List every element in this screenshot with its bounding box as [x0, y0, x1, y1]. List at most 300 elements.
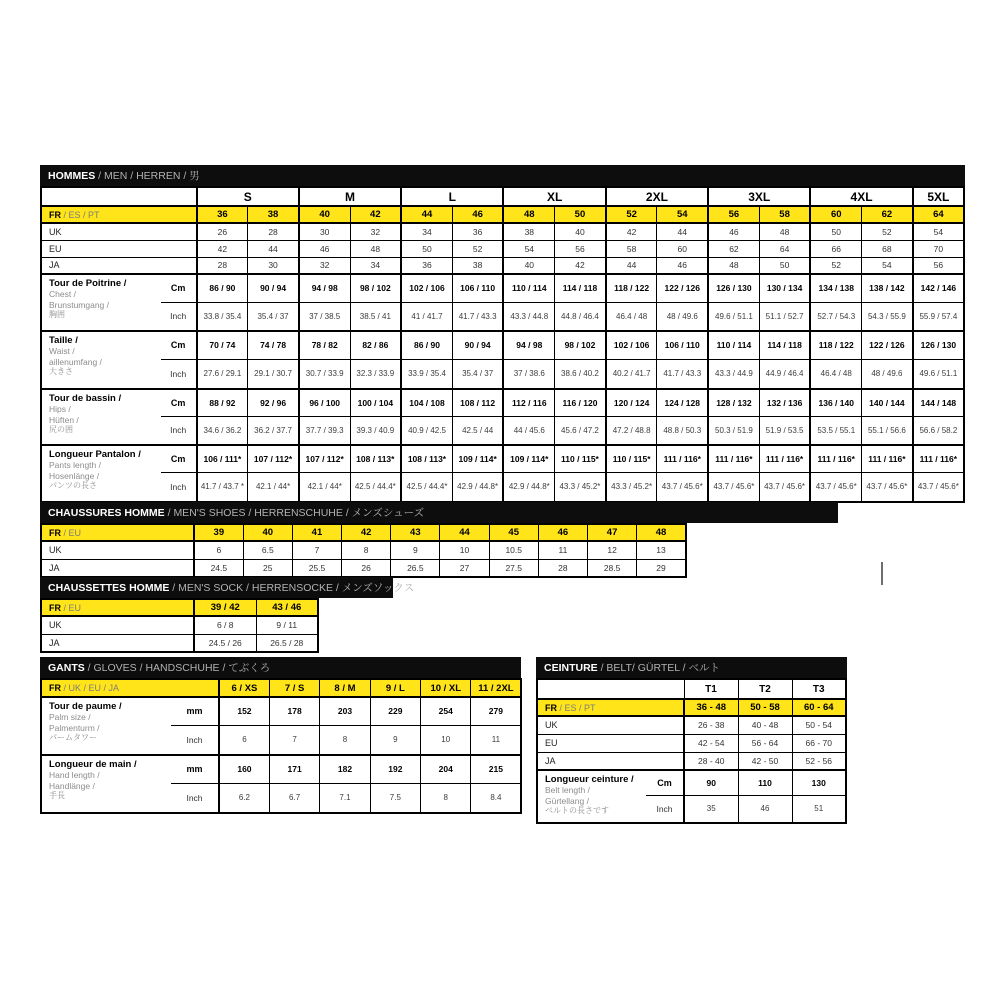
men-section-bar: [40, 165, 965, 186]
unit-label: mm: [171, 697, 219, 725]
size-group-3xl: 3XL: [708, 187, 810, 206]
unit-label: Inch: [646, 795, 684, 823]
men-value: 42.5 / 44: [452, 416, 503, 445]
men-value: 114 / 118: [555, 274, 606, 302]
men-title-translations: / MEN / HERREN / 男: [95, 170, 200, 182]
men-value: 39.3 / 40.9: [350, 416, 401, 445]
shoe-size-value: 39: [194, 524, 243, 541]
men-value: 86 / 90: [197, 274, 248, 302]
glove-value: 171: [269, 755, 319, 783]
uk-sock-value: 6 / 8: [194, 616, 256, 634]
shoe-size-value: 44: [440, 524, 489, 541]
glove-value: 8: [421, 783, 471, 813]
fr-size-value: 42: [350, 206, 401, 223]
uk-shoe-value: 8: [342, 541, 391, 559]
ja-size-value: 30: [248, 257, 299, 274]
men-value: 37.7 / 39.3: [299, 416, 350, 445]
men-value: 35.4 / 37: [248, 302, 299, 331]
socks-title-translations: / MEN'S SOCK / HERRENSOCKE / メンズソックス: [169, 582, 415, 594]
men-value: 55.9 / 57.4: [913, 302, 964, 331]
men-value: 118 / 122: [606, 274, 657, 302]
ja-sock-value: 26.5 / 28: [256, 634, 318, 652]
eu-size-value: 46: [299, 240, 350, 257]
unit-label: Inch: [161, 416, 197, 445]
eu-size-value: 50: [401, 240, 452, 257]
unit-label: Cm: [161, 331, 197, 359]
shoes-title: CHAUSSURES HOMME: [48, 506, 165, 519]
gloves-section-bar: [40, 657, 521, 678]
men-value: 109 / 114*: [452, 445, 503, 472]
men-value: 34.6 / 36.2: [197, 416, 248, 445]
shoes-size-table: [40, 523, 687, 578]
men-value: 42.9 / 44.8*: [503, 472, 554, 502]
men-value: 43.7 / 45.6*: [862, 472, 913, 502]
belt-value: 35: [684, 795, 738, 823]
ja-shoe-value: 25: [243, 559, 292, 577]
glove-measure-label: Longueur de main / Hand length / Handlänge / 手長: [41, 755, 171, 813]
belt-size-header-t1: T1: [684, 679, 738, 699]
sock-size-value: 43 / 46: [256, 599, 318, 616]
shoe-size-value: 45: [489, 524, 538, 541]
men-value: 132 / 136: [759, 389, 810, 416]
belt-size-table: [536, 678, 847, 824]
men-value: 106 / 110: [452, 274, 503, 302]
men-value: 78 / 82: [299, 331, 350, 359]
ja-size-value: 28: [197, 257, 248, 274]
region-label-uk: UK: [41, 541, 194, 559]
glove-value: 9: [370, 725, 420, 755]
uk-size-value: 40: [555, 223, 606, 240]
fr-size-value: 48: [503, 206, 554, 223]
fr-size-value: 54: [657, 206, 708, 223]
men-value: 134 / 138: [810, 274, 861, 302]
glove-value: 6.7: [269, 783, 319, 813]
ja-shoe-value: 26: [342, 559, 391, 577]
men-value: 109 / 114*: [503, 445, 554, 472]
glove-value: 8.4: [471, 783, 521, 813]
glove-value: 7.1: [320, 783, 370, 813]
men-value: 126 / 130: [708, 274, 759, 302]
men-value: 52.7 / 54.3: [810, 302, 861, 331]
men-value: 124 / 128: [657, 389, 708, 416]
men-value: 36.2 / 37.7: [248, 416, 299, 445]
ja-sock-value: 24.5 / 26: [194, 634, 256, 652]
men-value: 54.3 / 55.9: [862, 302, 913, 331]
men-value: 106 / 111*: [197, 445, 248, 472]
men-value: 41.7 / 43.7 *: [197, 472, 248, 502]
shoe-size-value: 42: [342, 524, 391, 541]
glove-size-value: 8 / M: [320, 679, 370, 697]
men-value: 43.7 / 45.6*: [657, 472, 708, 502]
men-value: 136 / 140: [810, 389, 861, 416]
unit-label: mm: [171, 755, 219, 783]
shoe-size-value: 47: [588, 524, 637, 541]
socks-size-table: [40, 598, 319, 653]
uk-size-value: 42: [606, 223, 657, 240]
men-value: 41.7 / 43.3: [657, 359, 708, 389]
ja-size-value: 42: [555, 257, 606, 274]
eu-size-value: 44: [248, 240, 299, 257]
men-size-table: [40, 186, 965, 503]
uk-shoe-value: 9: [391, 541, 440, 559]
fr-size-value: 58: [759, 206, 810, 223]
belt-header-spacer: [537, 679, 684, 699]
sock-size-value: 39 / 42: [194, 599, 256, 616]
glove-value: 7: [269, 725, 319, 755]
glove-value: 160: [219, 755, 269, 783]
men-value: 29.1 / 30.7: [248, 359, 299, 389]
ja-shoe-value: 26.5: [391, 559, 440, 577]
ja-shoe-value: 28: [538, 559, 587, 577]
men-value: 43.7 / 45.6*: [708, 472, 759, 502]
men-value: 114 / 118: [759, 331, 810, 359]
men-value: 48 / 49.6: [657, 302, 708, 331]
fr-size-value: 60: [810, 206, 861, 223]
men-value: 107 / 112*: [299, 445, 350, 472]
men-value: 51.1 / 52.7: [759, 302, 810, 331]
eu-size-value: 60: [657, 240, 708, 257]
glove-value: 254: [421, 697, 471, 725]
glove-value: 7.5: [370, 783, 420, 813]
region-label-ja: JA: [537, 752, 684, 770]
glove-value: 204: [421, 755, 471, 783]
ja-shoe-value: 27: [440, 559, 489, 577]
glove-value: 182: [320, 755, 370, 783]
ja-size-value: 38: [452, 257, 503, 274]
stray-mark: [881, 562, 883, 585]
fr-es-pt-label: FR / ES / PT: [537, 699, 684, 716]
men-value: 51.9 / 53.5: [759, 416, 810, 445]
men-value: 111 / 116*: [657, 445, 708, 472]
men-value: 38.5 / 41: [350, 302, 401, 331]
fr-size-value: 50: [555, 206, 606, 223]
ja-size-value: 52: [810, 257, 861, 274]
eu-size-value: 58: [606, 240, 657, 257]
size-group-2xl: 2XL: [606, 187, 708, 206]
men-value: 138 / 142: [862, 274, 913, 302]
uk-belt-value: 50 - 54: [792, 716, 846, 734]
eu-belt-value: 42 - 54: [684, 734, 738, 752]
uk-shoe-value: 12: [588, 541, 637, 559]
unit-label: Inch: [171, 725, 219, 755]
size-group-5xl: 5XL: [913, 187, 964, 206]
men-value: 27.6 / 29.1: [197, 359, 248, 389]
eu-size-value: 54: [503, 240, 554, 257]
unit-label: Cm: [161, 274, 197, 302]
fr-es-pt-label: FR / ES / PT: [41, 206, 197, 223]
men-value: 142 / 146: [913, 274, 964, 302]
men-measure-label: Tour de Poitrine / Chest / Brunstumgang / 胸囲: [41, 274, 161, 331]
men-value: 45.6 / 47.2: [555, 416, 606, 445]
men-value: 43.3 / 45.2*: [606, 472, 657, 502]
uk-size-value: 26: [197, 223, 248, 240]
men-value: 98 / 102: [555, 331, 606, 359]
men-value: 38.6 / 40.2: [555, 359, 606, 389]
men-value: 44 / 45.6: [503, 416, 554, 445]
glove-value: 203: [320, 697, 370, 725]
men-value: 107 / 112*: [248, 445, 299, 472]
shoe-size-value: 41: [292, 524, 341, 541]
belt-value: 90: [684, 770, 738, 795]
men-value: 43.7 / 45.6*: [913, 472, 964, 502]
uk-size-value: 28: [248, 223, 299, 240]
men-value: 92 / 96: [248, 389, 299, 416]
belt-section: [536, 657, 847, 824]
glove-value: 11: [471, 725, 521, 755]
shoes-section-bar: [40, 502, 838, 523]
men-value: 33.8 / 35.4: [197, 302, 248, 331]
size-group-l: L: [401, 187, 503, 206]
glove-size-value: 11 / 2XL: [471, 679, 521, 697]
region-label-ja: JA: [41, 257, 197, 274]
ja-belt-value: 42 - 50: [738, 752, 792, 770]
men-value: 86 / 90: [401, 331, 452, 359]
uk-size-value: 52: [862, 223, 913, 240]
glove-size-value: 7 / S: [269, 679, 319, 697]
men-value: 35.4 / 37: [452, 359, 503, 389]
men-value: 106 / 110: [657, 331, 708, 359]
gloves-section: [40, 657, 522, 814]
men-value: 33.9 / 35.4: [401, 359, 452, 389]
fr-eu-label: FR / EU: [41, 599, 194, 616]
men-value: 41.7 / 43.3: [452, 302, 503, 331]
size-group-xl: XL: [503, 187, 605, 206]
eu-size-value: 62: [708, 240, 759, 257]
uk-size-value: 30: [299, 223, 350, 240]
men-value: 44.8 / 46.4: [555, 302, 606, 331]
ja-size-value: 50: [759, 257, 810, 274]
men-value: 108 / 113*: [350, 445, 401, 472]
men-value: 42.1 / 44*: [299, 472, 350, 502]
men-value: 110 / 114: [708, 331, 759, 359]
men-value: 37 / 38.6: [503, 359, 554, 389]
belt-value: 130: [792, 770, 846, 795]
fr-size-value: 56: [708, 206, 759, 223]
uk-shoe-value: 6.5: [243, 541, 292, 559]
uk-size-value: 32: [350, 223, 401, 240]
men-value: 116 / 120: [555, 389, 606, 416]
ja-size-value: 34: [350, 257, 401, 274]
ja-size-value: 40: [503, 257, 554, 274]
fr-eu-label: FR / EU: [41, 524, 194, 541]
fr-belt-value: 36 - 48: [684, 699, 738, 716]
region-label-uk: UK: [41, 616, 194, 634]
region-label-uk: UK: [537, 716, 684, 734]
men-value: 110 / 115*: [606, 445, 657, 472]
men-value: 111 / 116*: [810, 445, 861, 472]
glove-value: 192: [370, 755, 420, 783]
men-value: 111 / 116*: [759, 445, 810, 472]
region-label-ja: JA: [41, 634, 194, 652]
ja-shoe-value: 24.5: [194, 559, 243, 577]
gloves-size-table: [40, 678, 522, 814]
men-value: 128 / 132: [708, 389, 759, 416]
eu-size-value: 52: [452, 240, 503, 257]
ja-size-value: 32: [299, 257, 350, 274]
size-group-s: S: [197, 187, 299, 206]
men-value: 111 / 116*: [913, 445, 964, 472]
men-value: 42.9 / 44.8*: [452, 472, 503, 502]
belt-title-translations: / BELT/ GÜRTEL / ベルト: [597, 662, 721, 674]
men-value: 43.7 / 45.6*: [759, 472, 810, 502]
glove-value: 229: [370, 697, 420, 725]
glove-value: 6: [219, 725, 269, 755]
socks-section: [40, 577, 415, 653]
size-group-4xl: 4XL: [810, 187, 912, 206]
fr-belt-value: 50 - 58: [738, 699, 792, 716]
glove-value: 6.2: [219, 783, 269, 813]
men-value: 40.2 / 41.7: [606, 359, 657, 389]
region-label-eu: EU: [41, 240, 197, 257]
men-value: 111 / 116*: [708, 445, 759, 472]
men-value: 88 / 92: [197, 389, 248, 416]
uk-size-value: 54: [913, 223, 964, 240]
men-value: 56.6 / 58.2: [913, 416, 964, 445]
unit-label: Inch: [161, 359, 197, 389]
men-value: 111 / 116*: [862, 445, 913, 472]
shoes-title-translations: / MEN'S SHOES / HERRENSCHUHE / メンズシューズ: [164, 507, 425, 519]
shoe-size-value: 40: [243, 524, 292, 541]
ja-shoe-value: 27.5: [489, 559, 538, 577]
men-value: 44.9 / 46.4: [759, 359, 810, 389]
glove-value: 8: [320, 725, 370, 755]
glove-value: 10: [421, 725, 471, 755]
ja-size-value: 44: [606, 257, 657, 274]
men-value: 102 / 106: [606, 331, 657, 359]
uk-shoe-value: 7: [292, 541, 341, 559]
men-value: 50.3 / 51.9: [708, 416, 759, 445]
eu-belt-value: 56 - 64: [738, 734, 792, 752]
men-value: 43.7 / 45.6*: [810, 472, 861, 502]
men-value: 122 / 126: [657, 274, 708, 302]
size-group-spacer: [41, 187, 197, 206]
ja-size-value: 48: [708, 257, 759, 274]
region-label-eu: EU: [537, 734, 684, 752]
men-measure-label: Tour de bassin / Hips / Hüften / 尻の囲: [41, 389, 161, 445]
belt-value: 51: [792, 795, 846, 823]
men-value: 32.3 / 33.9: [350, 359, 401, 389]
unit-label: Cm: [646, 770, 684, 795]
uk-shoe-value: 13: [637, 541, 686, 559]
men-value: 42.5 / 44.4*: [350, 472, 401, 502]
men-value: 82 / 86: [350, 331, 401, 359]
eu-size-value: 42: [197, 240, 248, 257]
belt-size-header-t3: T3: [792, 679, 846, 699]
socks-title: CHAUSSETTES HOMME: [48, 581, 170, 594]
glove-measure-label: Tour de paume / Palm size / Palmenturm / パームタワー: [41, 697, 171, 755]
gloves-title: GANTS: [48, 661, 85, 674]
glove-size-value: 9 / L: [370, 679, 420, 697]
eu-belt-value: 66 - 70: [792, 734, 846, 752]
unit-label: Inch: [161, 472, 197, 502]
men-value: 48 / 49.6: [862, 359, 913, 389]
uk-size-value: 38: [503, 223, 554, 240]
men-value: 118 / 122: [810, 331, 861, 359]
region-label-uk: UK: [41, 223, 197, 240]
men-value: 40.9 / 42.5: [401, 416, 452, 445]
belt-size-header-t2: T2: [738, 679, 792, 699]
men-value: 47.2 / 48.8: [606, 416, 657, 445]
men-value: 130 / 134: [759, 274, 810, 302]
eu-size-value: 64: [759, 240, 810, 257]
men-value: 42.1 / 44*: [248, 472, 299, 502]
size-group-m: M: [299, 187, 401, 206]
men-value: 46.4 / 48: [606, 302, 657, 331]
men-value: 70 / 74: [197, 331, 248, 359]
glove-value: 178: [269, 697, 319, 725]
uk-size-value: 46: [708, 223, 759, 240]
men-value: 110 / 114: [503, 274, 554, 302]
ja-size-value: 54: [862, 257, 913, 274]
uk-shoe-value: 11: [538, 541, 587, 559]
men-value: 96 / 100: [299, 389, 350, 416]
men-value: 37 / 38.5: [299, 302, 350, 331]
uk-size-value: 34: [401, 223, 452, 240]
fr-size-value: 36: [197, 206, 248, 223]
fr-uk-eu-ja-label: FR / UK / EU / JA: [41, 679, 219, 697]
men-value: 43.3 / 44.9: [708, 359, 759, 389]
men-value: 110 / 115*: [555, 445, 606, 472]
eu-size-value: 70: [913, 240, 964, 257]
region-label-ja: JA: [41, 559, 194, 577]
ja-shoe-value: 25.5: [292, 559, 341, 577]
unit-label: Inch: [171, 783, 219, 813]
uk-belt-value: 26 - 38: [684, 716, 738, 734]
men-value: 74 / 78: [248, 331, 299, 359]
men-value: 90 / 94: [452, 331, 503, 359]
fr-size-value: 62: [862, 206, 913, 223]
men-value: 43.3 / 44.8: [503, 302, 554, 331]
glove-value: 152: [219, 697, 269, 725]
belt-value: 110: [738, 770, 792, 795]
men-value: 126 / 130: [913, 331, 964, 359]
glove-size-value: 10 / XL: [421, 679, 471, 697]
men-measure-label: Taille / Waist / aillenumfang / 大きさ: [41, 331, 161, 389]
men-value: 108 / 112: [452, 389, 503, 416]
men-value: 48.8 / 50.3: [657, 416, 708, 445]
ja-belt-value: 52 - 56: [792, 752, 846, 770]
ja-size-value: 46: [657, 257, 708, 274]
gloves-title-translations: / GLOVES / HANDSCHUHE / てぶくろ: [84, 662, 271, 674]
men-value: 49.6 / 51.1: [913, 359, 964, 389]
unit-label: Inch: [161, 302, 197, 331]
men-title: HOMMES: [48, 169, 96, 182]
men-value: 42.5 / 44.4*: [401, 472, 452, 502]
ja-size-value: 56: [913, 257, 964, 274]
men-value: 104 / 108: [401, 389, 452, 416]
uk-shoe-value: 6: [194, 541, 243, 559]
uk-size-value: 48: [759, 223, 810, 240]
eu-size-value: 68: [862, 240, 913, 257]
men-value: 108 / 113*: [401, 445, 452, 472]
shoes-section: [40, 502, 838, 578]
shoe-size-value: 48: [637, 524, 686, 541]
fr-size-value: 38: [248, 206, 299, 223]
men-value: 94 / 98: [503, 331, 554, 359]
men-value: 90 / 94: [248, 274, 299, 302]
shoe-size-value: 43: [391, 524, 440, 541]
uk-shoe-value: 10.5: [489, 541, 538, 559]
fr-size-value: 46: [452, 206, 503, 223]
men-value: 43.3 / 45.2*: [555, 472, 606, 502]
men-value: 30.7 / 33.9: [299, 359, 350, 389]
men-value: 49.6 / 51.1: [708, 302, 759, 331]
men-value: 100 / 104: [350, 389, 401, 416]
men-value: 53.5 / 55.1: [810, 416, 861, 445]
men-value: 122 / 126: [862, 331, 913, 359]
men-measure-label: Longueur Pantalon / Pants length / Hosenlänge / パンツの長さ: [41, 445, 161, 502]
eu-size-value: 66: [810, 240, 861, 257]
